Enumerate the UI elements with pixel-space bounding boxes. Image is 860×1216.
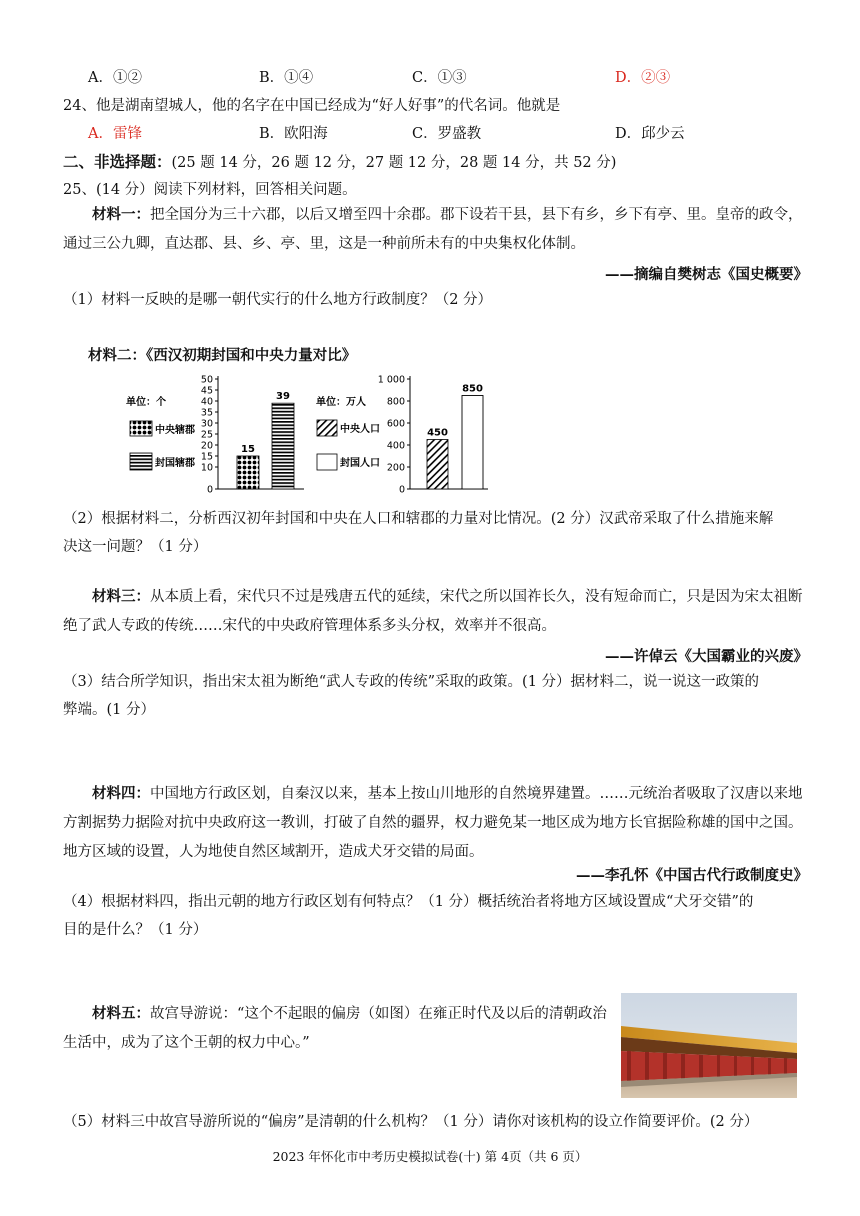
chart-1-y-ticks: [201, 375, 218, 496]
chart-1-legend-central: 中央辖郡: [155, 425, 195, 436]
chart-2-tick-label: 1 000: [377, 374, 405, 386]
chart-1-tick-label: 10: [200, 462, 213, 474]
chart-population: [312, 370, 492, 495]
chart-2-tick-label: 400: [386, 440, 405, 452]
chart-1-tick-label: 35: [200, 407, 213, 419]
material-4-source: ——李孔怀《中国古代行政制度史》: [576, 867, 808, 884]
sub-question-3-line-2: 弊端。(1 分）: [63, 702, 155, 718]
material-3-text: 从本质上看，宋代只不过是残唐五代的延续，宋代之所以国祚长久，没有短命而亡，只是因为宋太祖断绝了武人专政的传统……宋代的中央政府管理体系多头分权，效率并不很高。: [63, 589, 803, 634]
q23-option-a: A．①②: [88, 70, 142, 86]
material-3-label: 材料三：: [92, 588, 150, 605]
q24-option-c: C．罗盛教: [412, 126, 482, 142]
chart-1-legend-swatch-central: [130, 421, 152, 436]
sub-question-4-line-2: 目的是什么？（1 分）: [63, 922, 208, 938]
chart-2-y-ticks: [378, 375, 410, 496]
material-4: [63, 779, 808, 867]
sub-question-1: （1）材料一反映的是哪一朝代实行的什么地方行政制度？（2 分）: [63, 292, 493, 308]
sub-question-4-line-1: （4）根据材料四，指出元朝的地方行政区划有何特点？（1 分）概括统治者将地方区域设置成“犬牙交错”的: [63, 894, 754, 910]
material-3: [63, 582, 808, 641]
material-1-source: ——摘编自樊树志《国史概要》: [605, 266, 808, 283]
material-5-label: 材料五：: [92, 1005, 150, 1022]
material-2-heading: [88, 346, 356, 366]
material-2-title: 《西汉初期封国和中央力量对比》: [146, 347, 357, 364]
q24-option-a: A．雷锋: [88, 126, 142, 142]
material-4-label: 材料四：: [92, 785, 150, 802]
material-3-source: ——许倬云《大国霸业的兴废》: [605, 648, 808, 665]
chart-2-value-fief: 850: [462, 383, 483, 395]
chart-1-value-central: 15: [241, 444, 255, 455]
sub-question-2-line-2: 决这一问题？（1 分）: [63, 539, 208, 555]
chart-2-bar-central: [427, 440, 448, 490]
q23-option-d: D．②③: [615, 70, 671, 86]
photo-council-building: [621, 993, 797, 1098]
chart-2-tick-label: 0: [398, 484, 405, 495]
chart-2-bar-fief: [462, 396, 483, 490]
chart-2-tick-label: 200: [386, 462, 405, 474]
material-4-text: 中国地方行政区划，自秦汉以来，基本上按山川地形的自然境界建置。……元统治者吸取了汉唐以来地方割据势力据险对抗中央政府这一教训，打破了自然的疆界，权力避免某一地区成为地方长官据险称雄的国中之国。地方区域的设置，人为地使自然区域割开，造成犬牙交错的局面。: [63, 786, 803, 860]
material-1-label: 材料一：: [92, 206, 150, 223]
chart-2-unit: 单位：万人: [316, 397, 366, 408]
chart-1-tick-label: 30: [200, 418, 213, 430]
chart-1-tick-label: 50: [200, 374, 213, 386]
chart-2-tick-label: 600: [386, 418, 405, 430]
chart-1-tick-label: 25: [200, 429, 213, 441]
q24-stem: 24、他是湖南望城人，他的名字在中国已经成为“好人好事”的代名词。他就是: [63, 98, 561, 114]
section-heading: [63, 152, 616, 173]
chart-1-tick-label: 15: [200, 451, 213, 463]
q24-option-d: D．邱少云: [615, 126, 685, 142]
chart-1-bar-central: [237, 456, 259, 489]
chart-1-tick-label: 20: [200, 440, 213, 452]
chart-2-legend-central: 中央人口: [340, 424, 380, 435]
material-5: [63, 999, 611, 1058]
chart-1-tick-label: 0: [206, 484, 213, 495]
chart-2-tick-label: 800: [386, 396, 405, 408]
chart-1-legend-fief: 封国辖郡: [155, 458, 195, 469]
sub-question-5: （5）材料三中故宫导游所说的“偏房”是清朝的什么机构？（1 分）请你对该机构的设立作简要评价。(2 分）: [63, 1114, 759, 1130]
chart-1-legend-swatch-fief: [130, 453, 152, 470]
material-1: [63, 200, 808, 259]
q23-option-b: B．①④: [259, 70, 314, 86]
chart-1-unit: 单位：个: [126, 397, 166, 408]
section-title: 二、非选择题：: [63, 152, 172, 171]
q23-option-c: C．①③: [412, 70, 467, 86]
chart-commanderies: [122, 370, 307, 495]
chart-1-value-fief: 39: [276, 391, 290, 403]
section-note: (25 题 14 分，26 题 12 分，27 题 12 分，28 题 14 分，共 52 分): [171, 155, 617, 171]
chart-2-legend-swatch-central: [317, 420, 337, 436]
chart-2-legend-fief: 封国人口: [340, 458, 380, 469]
page-footer: 2023 年怀化市中考历史模拟试卷(十) 第 4页（共 6 页）: [272, 1149, 588, 1164]
material-5-text: 故宫导游说：“这个不起眼的偏房（如图）在雍正时代及以后的清朝政治生活中，成为了这个王朝的权力中心。”: [63, 1006, 607, 1051]
material-2-label: 材料二：: [88, 347, 146, 364]
chart-1-bar-fief: [272, 403, 294, 489]
chart-2-value-central: 450: [427, 427, 448, 439]
q24-option-b: B．欧阳海: [259, 126, 328, 142]
chart-2-legend-swatch-fief: [317, 454, 337, 470]
sub-question-2-line-1: （2）根据材料二，分析西汉初年封国和中央在人口和辖郡的力量对比情况。(2 分）汉武帝采取了什么措施来解: [63, 511, 774, 527]
sub-question-3-line-1: （3）结合所学知识，指出宋太祖为断绝“武人专政的传统”采取的政策。(1 分）据材料二，说一说这一政策的: [63, 674, 760, 690]
q25-stem: 25、(14 分）阅读下列材料，回答相关问题。: [63, 182, 357, 198]
chart-1-tick-label: 40: [200, 396, 213, 408]
chart-1-tick-label: 45: [200, 385, 213, 397]
material-1-text: 把全国分为三十六郡，以后又增至四十余郡。郡下设若干县，县下有乡，乡下有亭、里。皇帝的政令，通过三公九卿，直达郡、县、乡、亭、里，这是一种前所未有的中央集权化体制。: [63, 207, 803, 252]
